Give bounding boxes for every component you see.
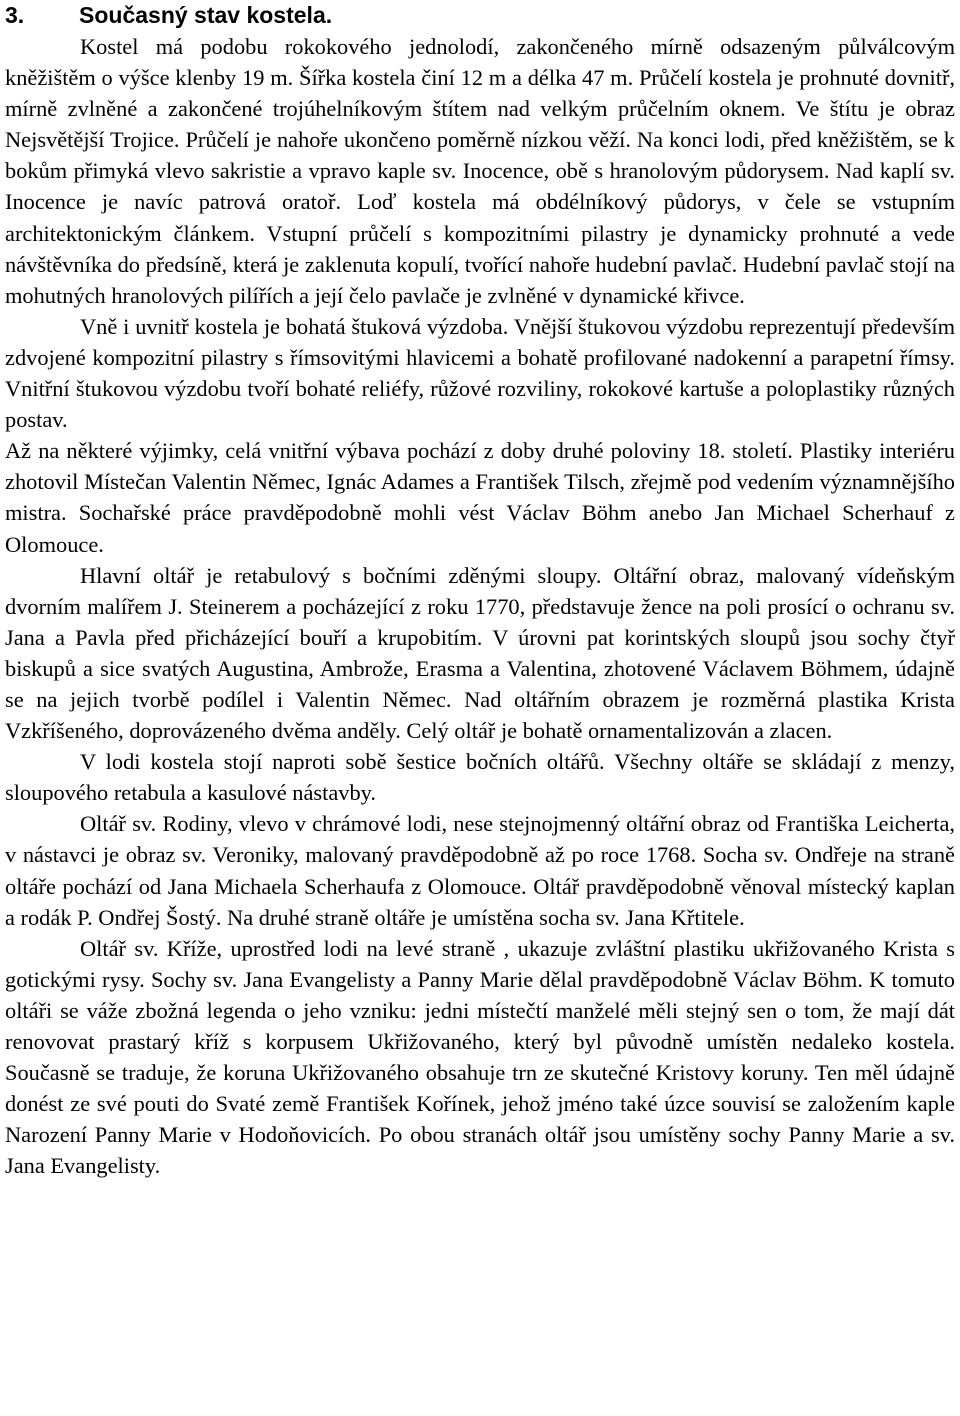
paragraph-exterior-description: Kostel má podobu rokokového jednolodí, zakončeného mírně odsazeným půlválcovým kněžištěm o výšce klenby 19 m. Šířka kostela činí 12 m a délka 47 m. Průčelí kostela je prohnuté dovnitř, mírně zvlněné a zakončené trojúhelníkovým štítem nad velkým průčelním oknem. Ve štítu je obraz Nejsvětější Trojice. Průčelí je nahoře ukončeno poměrně nízkou věží. Na konci lodi, před kněžištěm, se k bokům přimyká vlevo sakristie a vpravo kaple sv. Inocence, obě s hranolovým půdorysem. Nad kaplí sv. Inocence je navíc patrová oratoř. Loď kostela má obdélníkový půdorys, v čele se vstupním architektonickým článkem. Vstupní průčelí s kompozitními pilastry je dynamicky prohnuté a vede návštěvníka do předsíně, která je zaklenuta kopulí, tvořící nahoře hudební pavlač. Hudební pavlač stojí na mohutných hranolových pilířích a její čelo pavlače je zvlněné v dynamické křivce. bbox=[5, 34, 955, 308]
paragraph-holy-family-altar: Oltář sv. Rodiny, vlevo v chrámové lodi, nese stejnojmenný oltářní obraz od Františka Leicherta, v nástavci je obraz sv. Veroniky, malovaný pravděpodobně až po roce 1768. Socha sv. Ondřeje na straně oltáře pochází od Jana Michaela Scherhaufa z Olomouce. Oltář pravděpodobně věnoval místecký kaplan a rodák P. Ondřej Šostý. Na druhé straně oltáře je umístěna socha sv. Jana Křtitele. bbox=[5, 811, 955, 930]
paragraph-interior-furnishings: Až na některé výjimky, celá vnitřní výbava pochází z doby druhé poloviny 18. století. Plastiky interiéru zhotovil Místečan Valentin Němec, Ignác Adames a František Tilsch, zřejmě pod vedením významnějšího mistra. Sochařské práce pravděpodobně mohli vést Václav Böhm anebo Jan Michael Scherhauf z Olomouce. bbox=[5, 438, 955, 557]
paragraph-side-altars: V lodi kostela stojí naproti sobě šestice bočních oltářů. Všechny oltáře se skládají z menzy, sloupového retabula a kasulové nástavby. bbox=[5, 749, 955, 806]
section-title: Současný stav kostela. bbox=[79, 2, 333, 28]
paragraph-main-altar: Hlavní oltář je retabulový s bočními zděnými sloupy. Oltářní obraz, malovaný vídeňským dvorním malířem J. Steinerem a pocházející z roku 1770, představuje žence na poli prosící o ochranu sv. Jana a Pavla před přicházející bouří a krupobitím. V úrovni pat korintských sloupů jsou sochy čtyř biskupů a sice svatých Augustina, Ambrože, Erasma a Valentina, zhotovené Václavem Böhmem, údajně se na jejich tvorbě podílel i Valentin Němec. Nad oltářním obrazem je rozměrná plastika Krista Vzkříšeného, doprovázeného dvěma anděly. Celý oltář je bohatě ornamentalizován a zlacen. bbox=[5, 562, 955, 744]
paragraph-stucco-decoration: Vně i uvnitř kostela je bohatá štuková výzdoba. Vnější štukovou výzdobu reprezentují především zdvojené kompozitní pilastry s římsovitými hlavicemi a bohatě profilované nadokenní a parapetní římsy. Vnitřní štukovou výzdobu tvoří bohaté reliéfy, růžové rozviliny, rokokové kartuše a poloplastiky různých postav. bbox=[5, 313, 955, 433]
section-number: 3. bbox=[5, 2, 25, 28]
section-heading bbox=[5, 0, 955, 31]
paragraph-holy-cross-altar: Oltář sv. Kříže, uprostřed lodi na levé straně , ukazuje zvláštní plastiku ukřižovaného Krista s gotickými rysy. Sochy sv. Jana Evangelisty a Panny Marie dělal pravděpodobně Václav Böhm. K tomuto oltáři se váže zbožná legenda o jeho vzniku: jedni místečtí manželé měli stejný sen o tom, že mají dát renovovat prastarý kříž s korpusem Ukřižovaného, který byl původně umístěn nedaleko kostela. Současně se traduje, že koruna Ukřižovaného obsahuje trn ze skutečné Kristovy koruny. Ten měl údajně donést ze své pouti do Svaté země František Kořínek, jehož jméno také úzce souvisí se založením kaple Narození Panny Marie v Hodoňovicích. Po obou stranách oltář jsou umístěny sochy Panny Marie a sv. Jana Evangelisty. bbox=[5, 935, 955, 1179]
document-page bbox=[5, 0, 955, 1181]
